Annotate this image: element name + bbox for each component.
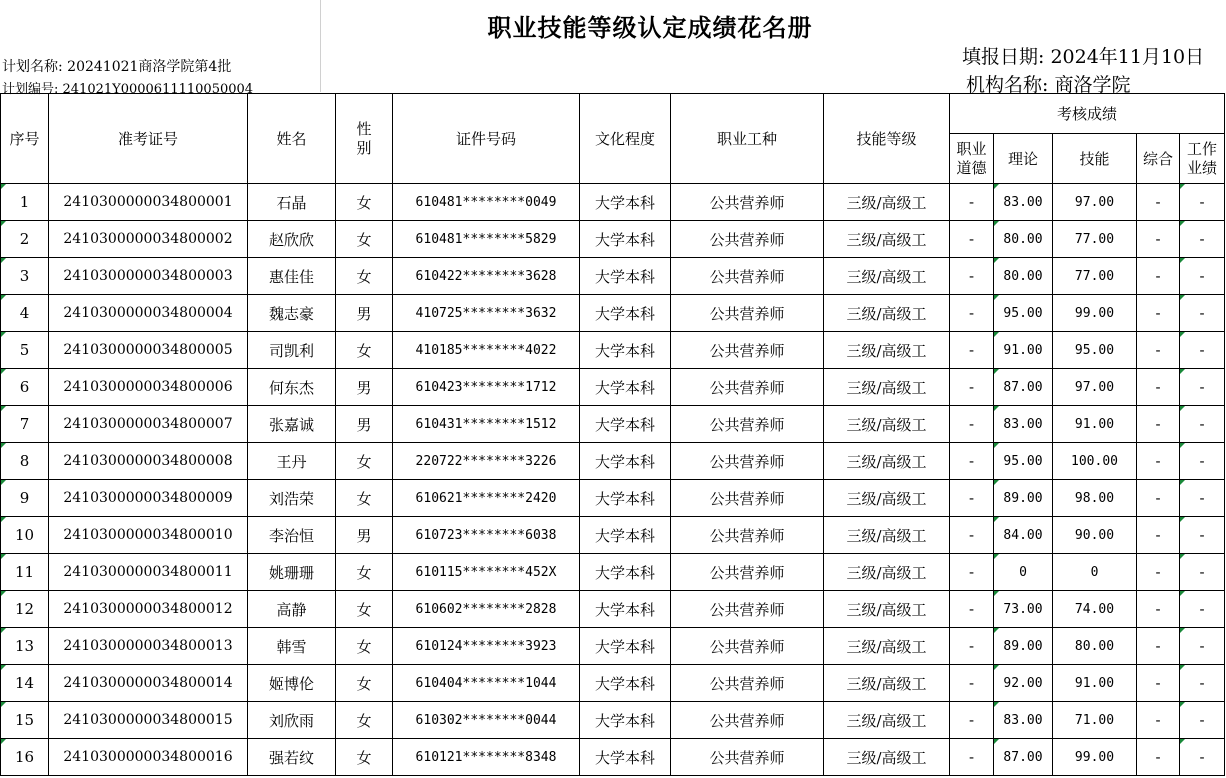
- cell-id: 610404********1044: [393, 665, 580, 702]
- cell-theory: 87.00: [994, 739, 1053, 776]
- cell-id: 610431********1512: [393, 406, 580, 443]
- cell-seq: 15: [1, 702, 49, 739]
- cell-name: 高静: [248, 591, 336, 628]
- cell-education: 大学本科: [580, 628, 671, 665]
- cell-gender: 男: [336, 369, 393, 406]
- cell-ethics: -: [950, 480, 994, 517]
- cell-skill: 0: [1053, 554, 1137, 591]
- cell-education: 大学本科: [580, 443, 671, 480]
- cell-theory: 80.00: [994, 258, 1053, 295]
- header-ticket: 准考证号: [49, 94, 248, 184]
- cell-skill: 97.00: [1053, 184, 1137, 221]
- cell-overall: -: [1137, 517, 1180, 554]
- cell-theory: 83.00: [994, 406, 1053, 443]
- cell-skill: 74.00: [1053, 591, 1137, 628]
- cell-id: 610481********0049: [393, 184, 580, 221]
- cell-gender: 女: [336, 665, 393, 702]
- header-education: 文化程度: [580, 94, 671, 184]
- cell-theory: 95.00: [994, 443, 1053, 480]
- cell-theory: 84.00: [994, 517, 1053, 554]
- cell-job: 公共营养师: [671, 332, 824, 369]
- cell-name: 何东杰: [248, 369, 336, 406]
- cell-name: 赵欣欣: [248, 221, 336, 258]
- cell-skill: 100.00: [1053, 443, 1137, 480]
- cell-gender: 女: [336, 739, 393, 776]
- header-theory: 理论: [994, 134, 1053, 184]
- cell-overall: -: [1137, 184, 1180, 221]
- cell-ethics: -: [950, 184, 994, 221]
- cell-education: 大学本科: [580, 258, 671, 295]
- cell-seq: 8: [1, 443, 49, 480]
- cell-job: 公共营养师: [671, 295, 824, 332]
- cell-ethics: -: [950, 739, 994, 776]
- cell-level: 三级/高级工: [824, 258, 950, 295]
- header-gender: 性别: [336, 94, 393, 184]
- cell-job: 公共营养师: [671, 702, 824, 739]
- cell-ethics: -: [950, 369, 994, 406]
- cell-theory: 0: [994, 554, 1053, 591]
- page-title: 职业技能等级认定成绩花名册: [487, 13, 813, 42]
- table-row: [1, 628, 1225, 665]
- cell-skill: 95.00: [1053, 332, 1137, 369]
- cell-education: 大学本科: [580, 591, 671, 628]
- cell-level: 三级/高级工: [824, 332, 950, 369]
- cell-name: 韩雪: [248, 628, 336, 665]
- cell-ethics: -: [950, 332, 994, 369]
- header-level: 技能等级: [824, 94, 950, 184]
- cell-overall: -: [1137, 739, 1180, 776]
- cell-overall: -: [1137, 406, 1180, 443]
- cell-ethics: -: [950, 702, 994, 739]
- cell-ticket: 2410300000034800008: [49, 443, 248, 480]
- cell-name: 刘欣雨: [248, 702, 336, 739]
- cell-id: 610121********8348: [393, 739, 580, 776]
- cell-seq: 3: [1, 258, 49, 295]
- cell-ticket: 2410300000034800004: [49, 295, 248, 332]
- cell-name: 刘浩荣: [248, 480, 336, 517]
- cell-level: 三级/高级工: [824, 221, 950, 258]
- table-row: [1, 591, 1225, 628]
- cell-gender: 女: [336, 628, 393, 665]
- cell-skill: 97.00: [1053, 369, 1137, 406]
- table-row: [1, 739, 1225, 776]
- cell-education: 大学本科: [580, 739, 671, 776]
- cell-ticket: 2410300000034800014: [49, 665, 248, 702]
- cell-skill: 80.00: [1053, 628, 1137, 665]
- cell-overall: -: [1137, 295, 1180, 332]
- cell-ticket: 2410300000034800001: [49, 184, 248, 221]
- cell-level: 三级/高级工: [824, 554, 950, 591]
- cell-education: 大学本科: [580, 554, 671, 591]
- header-name: 姓名: [248, 94, 336, 184]
- cell-gender: 女: [336, 480, 393, 517]
- cell-seq: 16: [1, 739, 49, 776]
- cell-ethics: -: [950, 443, 994, 480]
- cell-id: 610302********0044: [393, 702, 580, 739]
- cell-theory: 87.00: [994, 369, 1053, 406]
- cell-seq: 12: [1, 591, 49, 628]
- header-overall: 综合: [1137, 134, 1180, 184]
- cell-id: 610124********3923: [393, 628, 580, 665]
- cell-name: 姬博伦: [248, 665, 336, 702]
- cell-gender: 女: [336, 184, 393, 221]
- cell-education: 大学本科: [580, 184, 671, 221]
- cell-level: 三级/高级工: [824, 184, 950, 221]
- cell-skill: 98.00: [1053, 480, 1137, 517]
- cell-ethics: -: [950, 221, 994, 258]
- cell-theory: 73.00: [994, 591, 1053, 628]
- header-seq: 序号: [1, 94, 49, 184]
- cell-level: 三级/高级工: [824, 443, 950, 480]
- cell-ticket: 2410300000034800005: [49, 332, 248, 369]
- cell-seq: 2: [1, 221, 49, 258]
- cell-theory: 83.00: [994, 184, 1053, 221]
- cell-work: -: [1180, 739, 1225, 776]
- table-row: [1, 443, 1225, 480]
- cell-job: 公共营养师: [671, 443, 824, 480]
- cell-job: 公共营养师: [671, 258, 824, 295]
- cell-id: 610621********2420: [393, 480, 580, 517]
- cell-overall: -: [1137, 665, 1180, 702]
- cell-skill: 99.00: [1053, 295, 1137, 332]
- cell-education: 大学本科: [580, 295, 671, 332]
- cell-name: 李治恒: [248, 517, 336, 554]
- cell-name: 姚珊珊: [248, 554, 336, 591]
- cell-name: 王丹: [248, 443, 336, 480]
- cell-skill: 90.00: [1053, 517, 1137, 554]
- cell-id: 220722********3226: [393, 443, 580, 480]
- cell-work: -: [1180, 332, 1225, 369]
- cell-work: -: [1180, 184, 1225, 221]
- cell-education: 大学本科: [580, 332, 671, 369]
- cell-ticket: 2410300000034800012: [49, 591, 248, 628]
- cell-ethics: -: [950, 258, 994, 295]
- cell-ticket: 2410300000034800011: [49, 554, 248, 591]
- table-row: [1, 332, 1225, 369]
- score-table: [0, 93, 1225, 776]
- cell-job: 公共营养师: [671, 406, 824, 443]
- cell-theory: 92.00: [994, 665, 1053, 702]
- cell-work: -: [1180, 221, 1225, 258]
- cell-overall: -: [1137, 628, 1180, 665]
- cell-theory: 83.00: [994, 702, 1053, 739]
- cell-gender: 女: [336, 258, 393, 295]
- cell-job: 公共营养师: [671, 554, 824, 591]
- cell-name: 张嘉诚: [248, 406, 336, 443]
- table-row: [1, 258, 1225, 295]
- cell-overall: -: [1137, 332, 1180, 369]
- cell-ethics: -: [950, 554, 994, 591]
- cell-job: 公共营养师: [671, 184, 824, 221]
- table-row: [1, 184, 1225, 221]
- cell-ethics: -: [950, 295, 994, 332]
- cell-education: 大学本科: [580, 665, 671, 702]
- cell-job: 公共营养师: [671, 628, 824, 665]
- cell-work: -: [1180, 480, 1225, 517]
- cell-theory: 80.00: [994, 221, 1053, 258]
- cell-overall: -: [1137, 591, 1180, 628]
- cell-seq: 14: [1, 665, 49, 702]
- cell-gender: 女: [336, 702, 393, 739]
- cell-level: 三级/高级工: [824, 480, 950, 517]
- cell-ticket: 2410300000034800002: [49, 221, 248, 258]
- cell-work: -: [1180, 258, 1225, 295]
- header-job: 职业工种: [671, 94, 824, 184]
- cell-work: -: [1180, 628, 1225, 665]
- cell-work: -: [1180, 406, 1225, 443]
- cell-gender: 男: [336, 295, 393, 332]
- cell-level: 三级/高级工: [824, 295, 950, 332]
- cell-theory: 91.00: [994, 332, 1053, 369]
- cell-theory: 95.00: [994, 295, 1053, 332]
- cell-level: 三级/高级工: [824, 591, 950, 628]
- cell-name: 强若纹: [248, 739, 336, 776]
- cell-seq: 13: [1, 628, 49, 665]
- cell-id: 410185********4022: [393, 332, 580, 369]
- cell-ticket: 2410300000034800009: [49, 480, 248, 517]
- cell-gender: 男: [336, 406, 393, 443]
- cell-id: 410725********3632: [393, 295, 580, 332]
- cell-ethics: -: [950, 591, 994, 628]
- cell-work: -: [1180, 702, 1225, 739]
- cell-level: 三级/高级工: [824, 406, 950, 443]
- table-row: [1, 221, 1225, 258]
- cell-overall: -: [1137, 443, 1180, 480]
- table-row: [1, 295, 1225, 332]
- cell-ticket: 2410300000034800006: [49, 369, 248, 406]
- cell-work: -: [1180, 554, 1225, 591]
- cell-work: -: [1180, 665, 1225, 702]
- cell-seq: 11: [1, 554, 49, 591]
- cell-education: 大学本科: [580, 406, 671, 443]
- cell-ethics: -: [950, 517, 994, 554]
- cell-id: 610481********5829: [393, 221, 580, 258]
- cell-skill: 91.00: [1053, 665, 1137, 702]
- cell-id: 610115********452X: [393, 554, 580, 591]
- cell-id: 610723********6038: [393, 517, 580, 554]
- cell-job: 公共营养师: [671, 480, 824, 517]
- plan-name: 计划名称: 20241021商洛学院第4批: [2, 59, 232, 75]
- cell-work: -: [1180, 517, 1225, 554]
- cell-seq: 9: [1, 480, 49, 517]
- cell-work: -: [1180, 591, 1225, 628]
- cell-id: 610602********2828: [393, 591, 580, 628]
- table-row: [1, 665, 1225, 702]
- fill-date: 填报日期: 2024年11月10日: [962, 46, 1205, 68]
- cell-ethics: -: [950, 628, 994, 665]
- cell-seq: 6: [1, 369, 49, 406]
- cell-seq: 1: [1, 184, 49, 221]
- cell-gender: 女: [336, 221, 393, 258]
- cell-job: 公共营养师: [671, 221, 824, 258]
- table-row: [1, 517, 1225, 554]
- plan-number: 计划编号: 241021Y0000611110050004: [2, 82, 254, 97]
- cell-name: 司凯利: [248, 332, 336, 369]
- cell-level: 三级/高级工: [824, 369, 950, 406]
- cell-work: -: [1180, 443, 1225, 480]
- cell-level: 三级/高级工: [824, 665, 950, 702]
- cell-seq: 5: [1, 332, 49, 369]
- cell-education: 大学本科: [580, 221, 671, 258]
- cell-seq: 10: [1, 517, 49, 554]
- cell-job: 公共营养师: [671, 591, 824, 628]
- cell-level: 三级/高级工: [824, 739, 950, 776]
- cell-work: -: [1180, 295, 1225, 332]
- cell-theory: 89.00: [994, 480, 1053, 517]
- table-row: [1, 480, 1225, 517]
- cell-skill: 99.00: [1053, 739, 1137, 776]
- cell-level: 三级/高级工: [824, 628, 950, 665]
- cell-ticket: 2410300000034800013: [49, 628, 248, 665]
- header-id: 证件号码: [393, 94, 580, 184]
- header-score-group: 考核成绩: [950, 94, 1225, 134]
- cell-ethics: -: [950, 665, 994, 702]
- cell-education: 大学本科: [580, 517, 671, 554]
- cell-work: -: [1180, 369, 1225, 406]
- cell-ticket: 2410300000034800007: [49, 406, 248, 443]
- header-work: 工作业绩: [1180, 134, 1225, 184]
- cell-gender: 女: [336, 554, 393, 591]
- cell-skill: 91.00: [1053, 406, 1137, 443]
- cell-ethics: -: [950, 406, 994, 443]
- cell-ticket: 2410300000034800003: [49, 258, 248, 295]
- cell-gender: 女: [336, 443, 393, 480]
- cell-ticket: 2410300000034800010: [49, 517, 248, 554]
- cell-gender: 女: [336, 591, 393, 628]
- cell-job: 公共营养师: [671, 665, 824, 702]
- cell-education: 大学本科: [580, 480, 671, 517]
- cell-theory: 89.00: [994, 628, 1053, 665]
- cell-name: 石晶: [248, 184, 336, 221]
- cell-gender: 女: [336, 332, 393, 369]
- cell-education: 大学本科: [580, 369, 671, 406]
- cell-id: 610423********1712: [393, 369, 580, 406]
- table-row: [1, 554, 1225, 591]
- header-ethics: 职业道德: [950, 134, 994, 184]
- cell-overall: -: [1137, 702, 1180, 739]
- table-row: [1, 406, 1225, 443]
- cell-overall: -: [1137, 221, 1180, 258]
- cell-overall: -: [1137, 258, 1180, 295]
- cell-education: 大学本科: [580, 702, 671, 739]
- cell-overall: -: [1137, 480, 1180, 517]
- cell-skill: 71.00: [1053, 702, 1137, 739]
- cell-job: 公共营养师: [671, 739, 824, 776]
- header-skill: 技能: [1053, 134, 1137, 184]
- cell-seq: 7: [1, 406, 49, 443]
- cell-level: 三级/高级工: [824, 702, 950, 739]
- cell-name: 惠佳佳: [248, 258, 336, 295]
- cell-skill: 77.00: [1053, 258, 1137, 295]
- cell-gender: 男: [336, 517, 393, 554]
- cell-job: 公共营养师: [671, 369, 824, 406]
- organization-name: 机构名称: 商洛学院: [966, 74, 1131, 96]
- table-row: [1, 702, 1225, 739]
- cell-ticket: 2410300000034800016: [49, 739, 248, 776]
- cell-seq: 4: [1, 295, 49, 332]
- cell-level: 三级/高级工: [824, 517, 950, 554]
- table-row: [1, 369, 1225, 406]
- cell-id: 610422********3628: [393, 258, 580, 295]
- cell-overall: -: [1137, 554, 1180, 591]
- cell-name: 魏志豪: [248, 295, 336, 332]
- cell-overall: -: [1137, 369, 1180, 406]
- cell-ticket: 2410300000034800015: [49, 702, 248, 739]
- cell-skill: 77.00: [1053, 221, 1137, 258]
- cell-job: 公共营养师: [671, 517, 824, 554]
